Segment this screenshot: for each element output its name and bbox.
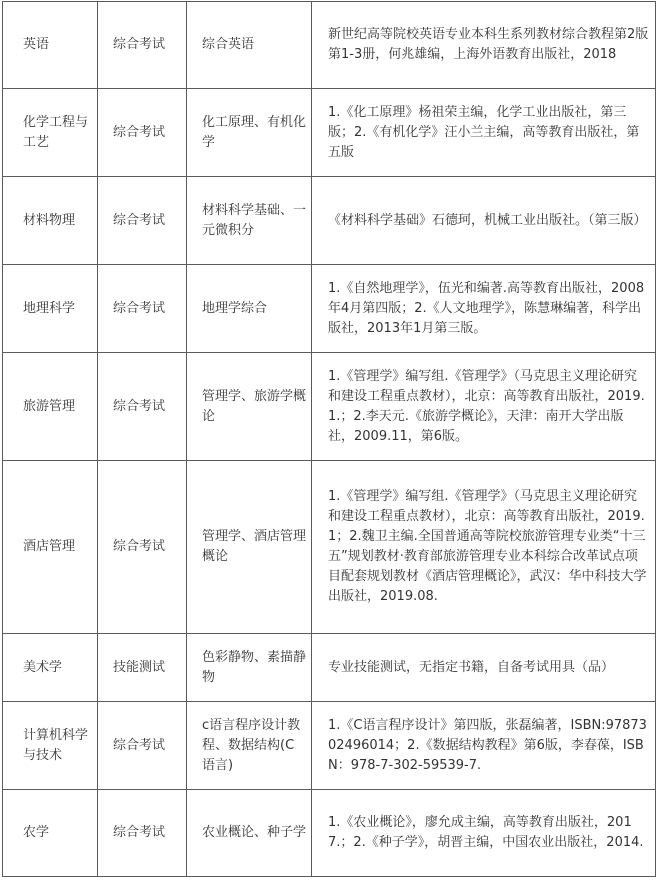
major-cell: 酒店管理 (3, 461, 98, 634)
major-cell: 农学 (3, 790, 98, 877)
table-row (3, 634, 656, 702)
reference-books-cell: 1.《管理学》编写组.《管理学》（马克思主义理论研究和建设工程重点教材），北京：高等教育出版社，2019.1.；2.李天元.《旅游学概论》，天津：南开大学出版社，2009.11，第6版。 (312, 353, 656, 461)
exam-type-cell: 综合考试 (98, 790, 187, 877)
exam-type-cell: 综合考试 (98, 265, 187, 353)
table-row (3, 790, 656, 877)
subject-cell: 管理学、酒店管理概论 (187, 461, 312, 634)
subject-cell: 化工原理、有机化学 (187, 89, 312, 177)
exam-type-cell: 综合考试 (98, 177, 187, 265)
table-row (3, 265, 656, 353)
reference-books-cell: 1.《农业概论》，廖允成主编，高等教育出版社，2017.；2.《种子学》，胡晋主编，中国农业出版社，2014. (312, 790, 656, 877)
major-cell: 英语 (3, 2, 98, 89)
reference-books-cell: 《材料科学基础》石德珂，机械工业出版社。（第三版） (312, 177, 656, 265)
subject-cell: c语言程序设计教程、数据结构(C语言) (187, 702, 312, 790)
subject-cell: 材料科学基础、一元微积分 (187, 177, 312, 265)
exam-subjects-table (2, 1, 656, 877)
table-row (3, 2, 656, 89)
major-cell: 美术学 (3, 634, 98, 702)
table-row (3, 177, 656, 265)
exam-type-cell: 技能测试 (98, 634, 187, 702)
table-row (3, 353, 656, 461)
exam-type-cell: 综合考试 (98, 89, 187, 177)
reference-books-cell: 专业技能测试，无指定书籍，自备考试用具（品） (312, 634, 656, 702)
exam-type-cell: 综合考试 (98, 2, 187, 89)
reference-books-cell: 1.《化工原理》杨祖荣主编，化学工业出版社，第三版；2.《有机化学》汪小兰主编，高等教育出版社，第五版 (312, 89, 656, 177)
major-cell: 化学工程与工艺 (3, 89, 98, 177)
reference-books-cell: 1.《自然地理学》，伍光和编著.高等教育出版社，2008年4月第四版；2.《人文地理学》，陈慧琳编著，科学出版社，2013年1月第三版。 (312, 265, 656, 353)
subject-cell: 综合英语 (187, 2, 312, 89)
major-cell: 计算机科学与技术 (3, 702, 98, 790)
reference-books-cell: 新世纪高等院校英语专业本科生系列教材综合教程第2版第1-3册，何兆雄编，上海外语教育出版社，2018 (312, 2, 656, 89)
reference-books-cell: 1.《C语言程序设计》第四版，张磊编著，ISBN:9787302496014；2.《数据结构教程》第6版，李春葆，ISBN：978-7-302-59539-7. (312, 702, 656, 790)
exam-type-cell: 综合考试 (98, 353, 187, 461)
table-row (3, 89, 656, 177)
subject-cell: 管理学、旅游学概论 (187, 353, 312, 461)
reference-books-cell: 1.《管理学》编写组.《管理学》（马克思主义理论研究和建设工程重点教材），北京：高等教育出版社，2019.1；2.魏卫主编.全国普通高等院校旅游管理专业类“十三五”规划教材·教育部旅游管理专业本科综合改革试点项目配套规划教材《酒店管理概论》，武汉：华中科技大学出版社，2019.08. (312, 461, 656, 634)
subject-cell: 地理学综合 (187, 265, 312, 353)
exam-type-cell: 综合考试 (98, 702, 187, 790)
table-row (3, 461, 656, 634)
major-cell: 地理科学 (3, 265, 98, 353)
exam-type-cell: 综合考试 (98, 461, 187, 634)
major-cell: 旅游管理 (3, 353, 98, 461)
major-cell: 材料物理 (3, 177, 98, 265)
subject-cell: 色彩静物、素描静物 (187, 634, 312, 702)
subject-cell: 农业概论、种子学 (187, 790, 312, 877)
table-row (3, 702, 656, 790)
